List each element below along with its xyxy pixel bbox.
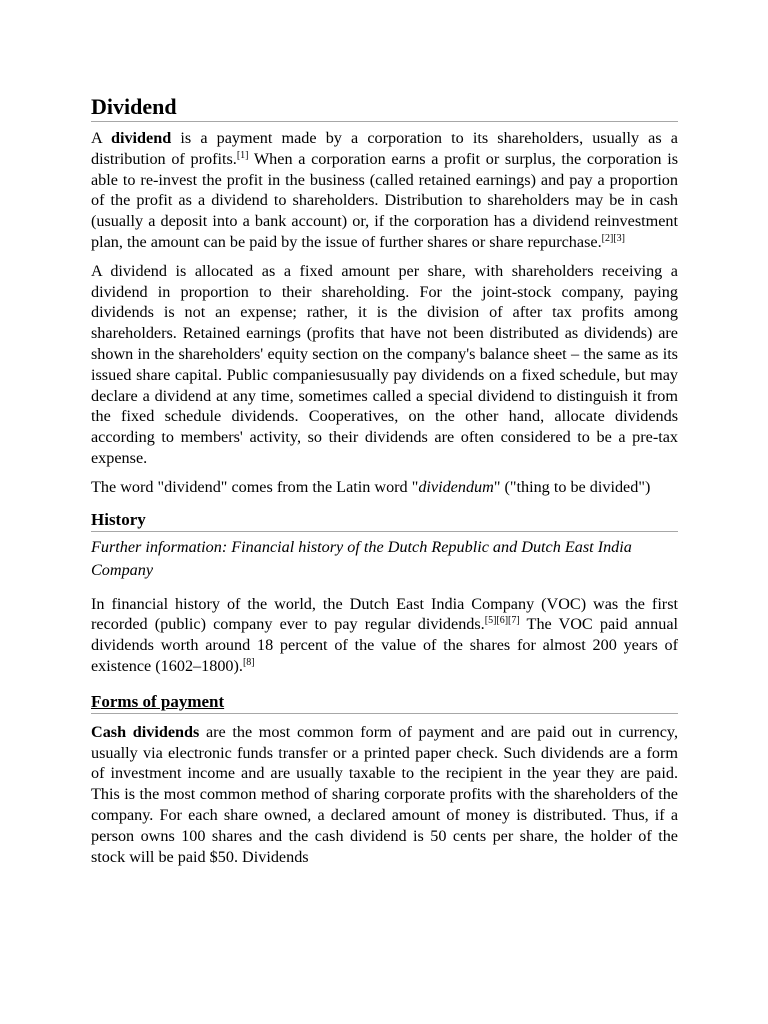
- article-body: [91, 94, 678, 867]
- history-text-1: In financial history of the world, the Dutch East India Company (VOC) was the first recorded (public) company ever to pay regular dividends.: [91, 594, 678, 634]
- history-hatnote: Further information: Financial history of the Dutch Republic and Dutch East India Company: [91, 537, 632, 579]
- forms-of-payment-heading: Forms of payment: [91, 692, 678, 714]
- intro-term: dividend: [110, 129, 172, 147]
- intro-paragraph: [91, 128, 678, 253]
- citation-2-3[interactable]: [2][3]: [601, 232, 625, 244]
- allocation-paragraph: A dividend is allocated as a fixed amount per share, with shareholders receiving a dividend in proportion to their shareholding. For the joint-stock company, paying dividends is not an expense; rather, it is the division of after tax profits among shareholders. Retained earnings (profits that have not been distributed as dividends) are shown in the shareholders' equity section on the company's balance sheet – the same as its issued share capital. Public companiesusually pay dividends on a fixed schedule, but may declare a dividend at any time, sometimes called a special dividend to distinguish it from the fixed schedule dividends. Cooperatives, on the other hand, allocate dividends according to members' activity, so their dividends are often considered to be a pre-tax expense.: [91, 261, 678, 467]
- history-paragraph: [91, 594, 678, 677]
- citation-5-6-7[interactable]: [5][6][7]: [484, 615, 520, 627]
- cash-dividends-paragraph: [91, 722, 678, 868]
- intro-text-1: is a payment made by a corporation to its shareholders, usually as a distribution of profits.: [91, 129, 678, 168]
- citation-8[interactable]: [8]: [242, 656, 255, 668]
- history-text-2: The VOC paid annual dividends worth around 18 percent of the value of the shares for almost 200 years of existence (1602–1800).: [91, 615, 679, 675]
- etymology-latin-term: dividendum: [418, 477, 494, 496]
- etymology-text-1: The word "dividend" comes from the Latin word ": [91, 477, 419, 496]
- intro-lead: A: [91, 129, 111, 147]
- etymology-text-2: " ("thing to be divided"): [493, 477, 651, 496]
- history-heading: History: [91, 510, 678, 532]
- etymology-paragraph: [91, 477, 678, 498]
- cash-dividends-term: Cash dividends: [91, 722, 200, 741]
- article-title: Dividend: [91, 94, 678, 122]
- citation-1[interactable]: [1]: [236, 149, 249, 161]
- intro-text-2: When a corporation earns a profit or surplus, the corporation is able to re-invest the profit in the business (called retained earnings) and pay a proportion of the profit as a dividend to shareholders. Distribution to shareholders may be in cash (usually a deposit into a bank account) or, if the corporation has a dividend reinvestment plan, the amount can be paid by the issue of further shares or share repurchase.: [91, 149, 678, 251]
- cash-dividends-text: are the most common form of payment and are paid out in currency, usually via electronic funds transfer or a printed paper check. Such dividends are a form of investment income and are usually taxable to the recipient in the year they are paid. This is the most common method of sharing corporate profits with the shareholders of the company. For each share owned, a declared amount of money is distributed. Thus, if a person owns 100 shares and the cash dividend is 50 cents per share, the holder of the stock will be paid $50. Dividends: [91, 722, 679, 866]
